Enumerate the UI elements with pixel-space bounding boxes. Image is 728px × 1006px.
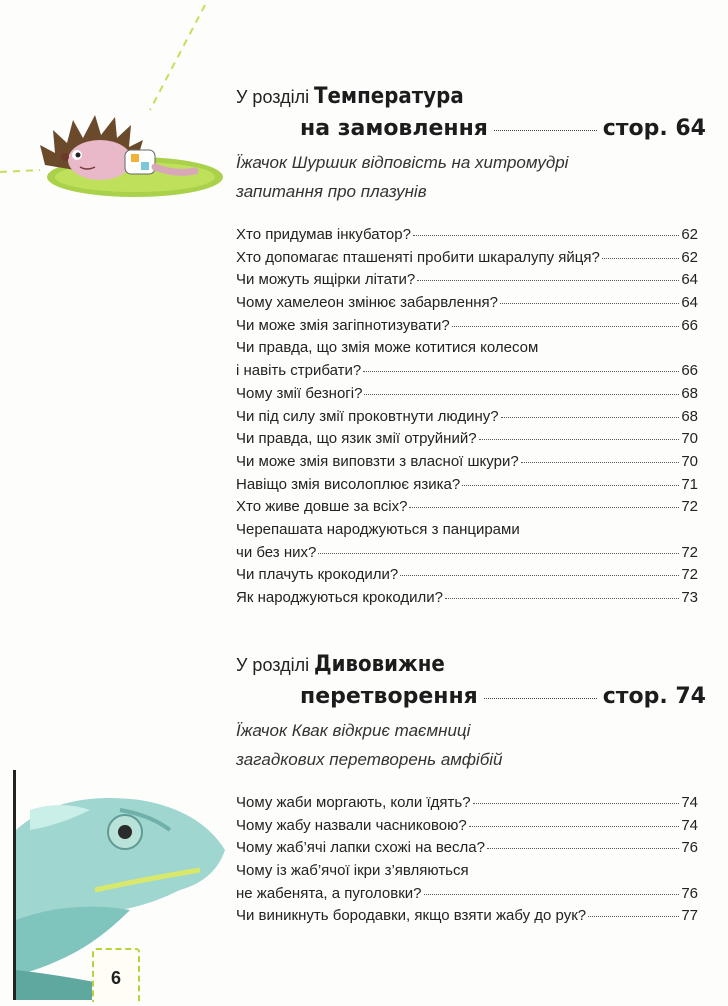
toc-question: Чому змії безногі?	[236, 384, 363, 402]
toc-entry	[236, 294, 698, 317]
leader-dots	[484, 698, 597, 699]
leader-dots	[400, 575, 679, 576]
toc-page: 64	[681, 271, 698, 289]
leader-dots	[521, 462, 680, 463]
section-page: стор. 74	[602, 684, 706, 709]
leader-dots	[462, 485, 679, 486]
leader-dots	[602, 258, 680, 259]
toc-entry	[236, 249, 698, 272]
leader-dots	[500, 303, 679, 304]
toc-entry	[236, 794, 698, 817]
toc-question: Чи може змія загіпнотизувати?	[236, 316, 450, 334]
toc-question: Хто живе довше за всіх?	[236, 498, 408, 516]
toc-page: 72	[681, 543, 698, 561]
section-amphibians	[236, 650, 706, 930]
section-subtitle	[236, 716, 706, 774]
toc-page: 74	[681, 816, 698, 834]
toc-entry	[236, 362, 698, 385]
toc-page: 73	[681, 589, 698, 606]
leader-dots	[413, 235, 679, 236]
section-page: стор. 64	[602, 116, 706, 141]
section-subtitle	[236, 148, 706, 206]
section-title: Температура	[314, 84, 464, 109]
toc-entry	[236, 498, 698, 521]
toc-question: і навіть стрибати?	[236, 362, 362, 380]
toc-page: 76	[681, 839, 698, 857]
leader-dots	[424, 894, 680, 895]
toc-entry	[236, 907, 698, 930]
toc-entry	[236, 430, 698, 453]
section-title: Дивовижне	[314, 652, 446, 677]
leader-dots	[473, 803, 680, 804]
subtitle-line: Їжачок Квак відкриє таємниці	[236, 721, 471, 740]
toc-question: Чи виникнуть бородавки, якщо взяти жабу до рук?	[236, 907, 587, 925]
toc-page: 72	[681, 566, 698, 584]
leader-dots	[501, 417, 680, 418]
toc-page: 64	[681, 294, 698, 312]
leader-dots	[479, 439, 680, 440]
leader-dots	[494, 130, 597, 131]
toc-page: 76	[681, 884, 698, 902]
leader-dots	[409, 507, 679, 508]
toc-entry	[236, 271, 698, 294]
toc-page: 77	[681, 907, 698, 925]
toc-page: 70	[681, 452, 698, 470]
toc-page: 62	[681, 226, 698, 243]
leader-dots	[318, 553, 679, 554]
toc-list	[236, 226, 698, 612]
section-title-line2: перетворення	[300, 684, 478, 709]
toc-question: Чи під силу змії проковтнути людину?	[236, 407, 499, 425]
toc-question: Чому жаби моргають, коли їдять?	[236, 794, 471, 811]
toc-page: 71	[681, 475, 698, 493]
toc-entry	[236, 544, 698, 567]
toc-page: 68	[681, 407, 698, 425]
toc-entry	[236, 885, 698, 908]
subtitle-line: Їжачок Шуршик відповість на хитромудрі	[236, 153, 569, 172]
leader-dots	[445, 598, 679, 599]
toc-entry	[236, 817, 698, 840]
toc-page: 66	[681, 316, 698, 334]
leader-dots	[452, 326, 680, 327]
toc-entry-line: Чому із жаб’ячої ікри з’являються	[236, 862, 469, 880]
toc-entry	[236, 566, 698, 589]
toc-question: Чи можуть ящірки літати?	[236, 271, 416, 289]
section-reptiles	[236, 82, 706, 612]
toc-question: не жабенята, а пуголовки?	[236, 884, 422, 902]
leader-dots	[363, 371, 679, 372]
page-number: 6	[92, 948, 140, 1002]
toc-entry	[236, 476, 698, 499]
subtitle-line: запитання про плазунів	[236, 182, 427, 201]
toc-question: Чи може змія виповзти з власної шкури?	[236, 452, 519, 470]
toc-entry-line: Черепашата народжуються з панцирами	[236, 520, 520, 538]
leader-dots	[469, 826, 680, 827]
toc-question: Чому жаб’ячі лапки схожі на весла?	[236, 839, 485, 857]
toc-entry-line: Чи правда, що змія може котитися колесом	[236, 339, 539, 357]
toc-entry	[236, 385, 698, 408]
section-heading	[236, 82, 706, 112]
toc-question: Чому жабу назвали часниковою?	[236, 816, 467, 834]
toc-page: 72	[681, 498, 698, 516]
hedgehog-illustration	[25, 105, 225, 205]
leader-dots	[487, 848, 679, 849]
section-heading	[236, 650, 706, 680]
toc-entry	[236, 226, 698, 249]
toc-question: Хто допомагає пташеняті пробити шкаралупу яйця?	[236, 248, 600, 266]
toc-page: 68	[681, 384, 698, 402]
toc-page: 62	[681, 248, 698, 266]
section-intro: У розділі	[236, 655, 310, 675]
toc-page: 66	[681, 362, 698, 380]
toc-entry	[236, 317, 698, 340]
toc-entry	[236, 453, 698, 476]
toc-page: 70	[681, 430, 698, 448]
subtitle-line: загадкових перетворень амфібій	[236, 750, 503, 769]
toc-question: Як народжуються крокодили?	[236, 589, 443, 606]
section-heading-line2	[300, 112, 706, 146]
toc-question: Хто придумав інкубатор?	[236, 226, 411, 243]
leader-dots	[364, 394, 679, 395]
leader-dots	[588, 916, 679, 917]
toc-entry	[236, 589, 698, 612]
toc-page: 74	[681, 794, 698, 811]
section-title-line2: на замовлення	[300, 116, 488, 141]
toc-entry	[236, 408, 698, 431]
toc-list	[236, 794, 698, 930]
leader-dots	[417, 280, 679, 281]
toc-question: Чи правда, що язик змії отруйний?	[236, 430, 477, 448]
toc-question: чи без них?	[236, 543, 317, 561]
section-intro: У розділі	[236, 87, 310, 107]
toc-question: Чому хамелеон змінює забарвлення?	[236, 294, 498, 312]
toc-question: Навіщо змія висолоплює язика?	[236, 475, 461, 493]
toc-entry	[236, 839, 698, 862]
toc-question: Чи плачуть крокодили?	[236, 566, 399, 584]
section-heading-line2	[300, 680, 706, 714]
